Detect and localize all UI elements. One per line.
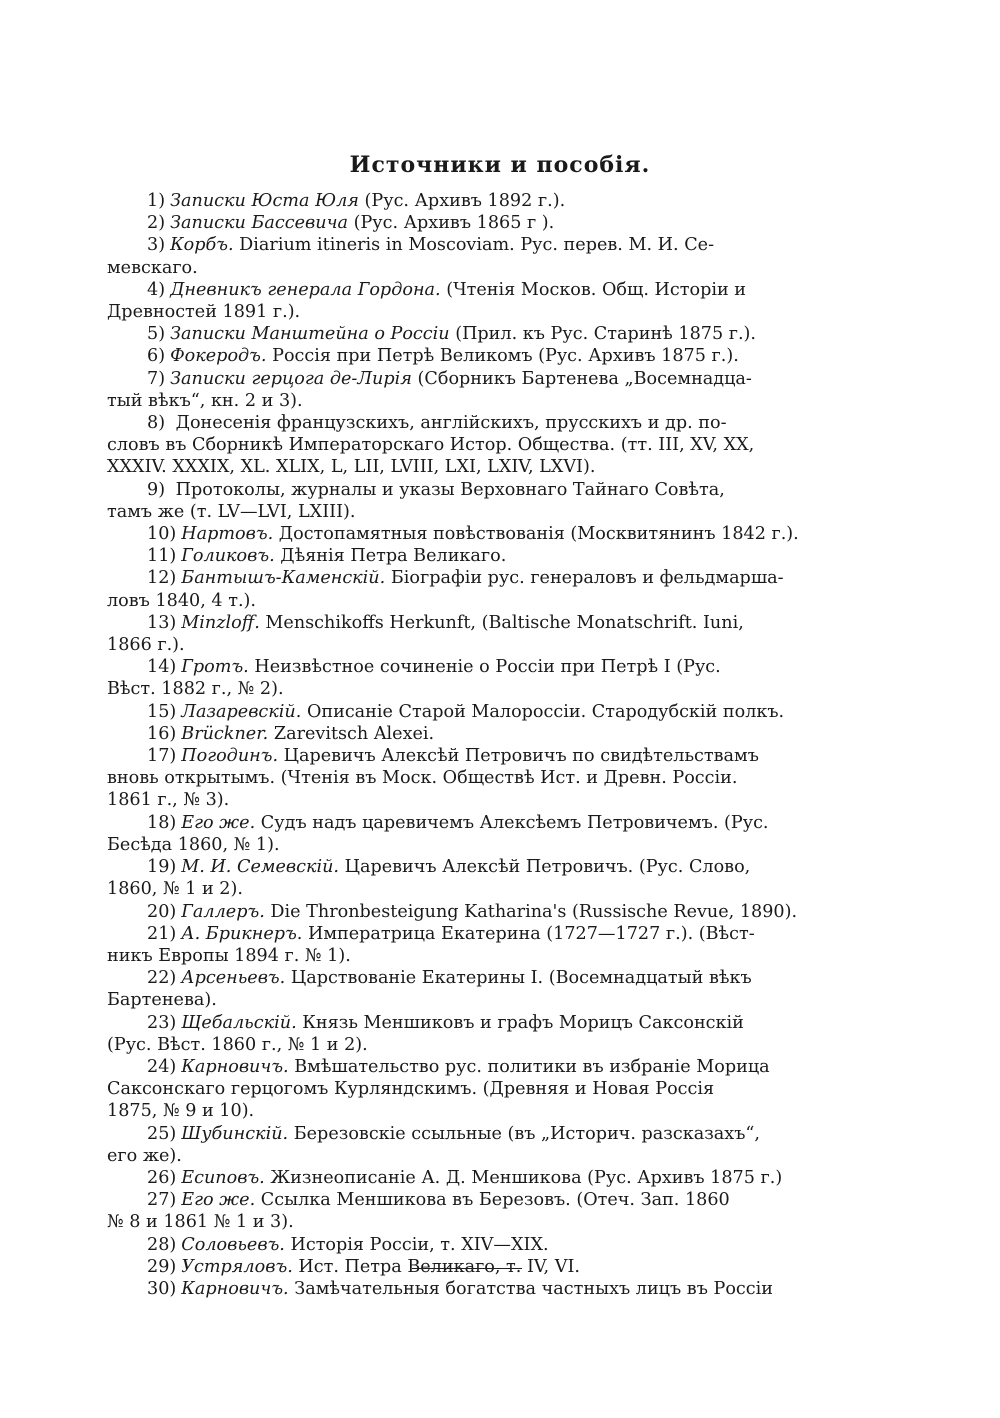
bibliography-entry [107,1056,847,1123]
entry-number: 26) [147,1167,177,1188]
entry-number: 8) [147,413,166,434]
bibliography-entry [107,345,847,367]
entry-author: М. И. Семевскій. [181,857,340,878]
entry-author: Корбъ. [170,235,234,256]
bibliography-entry [107,545,847,567]
entry-line [107,1278,847,1300]
bibliography-entry [107,234,847,278]
bibliography-entry [107,1278,847,1300]
bibliography-entry [107,1167,847,1189]
entry-line [107,1256,847,1278]
entry-author: Его же. [181,812,256,833]
bibliography-entry [107,279,847,323]
entry-number: 16) [147,723,177,744]
entry-text: Diarium itineris in Moscoviam. Рус. перев. М. И. Се- [233,235,715,256]
entry-number: 29) [147,1256,177,1277]
entry-text: (Рус. Архивъ 1892 г.). [358,191,566,211]
entry-line [107,523,847,545]
bibliography-entry [107,479,847,523]
entry-text: Древностей 1891 г.). [107,302,301,323]
entry-text: Березовскіе ссыльные (въ „Историч. разсказахъ“, [288,1123,760,1144]
entry-text: Царствованіе Екатерины I. (Восемнадцатый вѣкъ [285,968,752,989]
entry-text: словъ въ Сборникѣ Императорскаго Истор. Общества. (тт. III, XV, XX, [107,435,755,456]
entry-text: Бартенева). [107,990,217,1011]
entry-number: 7) [147,368,166,389]
entry-author: Записки герцога де-Лирія [170,368,412,389]
entry-text: 1861 г., № 3). [107,790,230,811]
entry-text: Судъ надъ царевичемъ Алексѣемъ Петровичемъ. (Рус. [255,812,769,833]
entry-author: Карновичъ. [181,1056,289,1077]
entry-number: 11) [147,546,177,567]
entry-line [107,1034,847,1056]
entry-text: Die Thronbesteigung Katharina's (Russische Revue, 1890). [264,901,798,922]
entry-number: 9) [147,479,166,500]
entry-line [107,567,847,589]
entry-line [107,257,847,279]
entry-line [107,789,847,811]
entry-line [107,234,847,256]
entry-line [107,967,847,989]
entry-text: Князь Меншиковъ и графъ Морицъ Саксонскій [296,1012,744,1033]
entry-line [107,767,847,789]
entry-author: Соловьевъ. [181,1234,285,1255]
entry-text: никъ Европы 1894 г. № 1). [107,945,351,966]
entry-line [107,612,847,634]
entry-text: Zarevitsch Alexei. [268,723,435,744]
entry-number: 3) [147,235,166,256]
entry-number: 13) [147,612,177,633]
entry-line [107,1167,847,1189]
bibliography-entry [107,701,847,723]
entry-text: (Рус. Архивъ 1865 г ). [348,213,555,234]
entry-text: Замѣчательныя богатства частныхъ лицъ въ Россіи [288,1278,773,1299]
entry-line [107,323,847,345]
entry-text: тамъ же (т. LV—LVI, LXIII). [107,501,356,522]
entry-line [107,1234,847,1256]
entry-line [107,412,847,434]
entry-text: (Сборникъ Бартенева „Восемнадца- [411,368,752,389]
entry-line [107,989,847,1011]
entry-text: Донесенія французскихъ, англійскихъ, прусскихъ и др. по- [170,413,727,434]
entry-text: ловъ 1840, 4 т.). [107,590,256,611]
entry-number: 27) [147,1190,177,1211]
bibliography-entry [107,1123,847,1167]
entry-text: (Чтенія Москов. Общ. Исторіи и [440,279,747,300]
entry-text: (Прил. къ Рус. Старинѣ 1875 г.). [449,324,757,345]
entry-line [107,545,847,567]
entry-line [107,1123,847,1145]
entry-number: 4) [147,279,166,300]
entry-line [107,656,847,678]
entry-line [107,1078,847,1100]
entry-line [107,678,847,700]
entry-line [107,945,847,967]
entry-text: Протоколы, журналы и указы Верховнаго Тайнаго Совѣта, [170,479,725,500]
entry-text: № 8 и 1861 № 1 и 3). [107,1212,294,1233]
entry-number: 1) [147,191,166,211]
entry-line [107,501,847,523]
bibliography-entry [107,812,847,856]
bibliography-entry [107,368,847,412]
entry-author: Дневникъ генерала Гордона. [170,279,441,300]
entry-author: Погодинъ. [181,746,279,767]
entry-text: вновь открытымъ. (Чтенія въ Моск. Обществѣ Ист. и Древн. Россіи. [107,768,738,789]
entry-author: Minzloff. [181,612,260,633]
entry-number: 10) [147,524,177,545]
entry-author: Гротъ. [181,657,249,678]
entry-number: 22) [147,968,177,989]
bibliography-entry [107,567,847,611]
entry-number: 2) [147,213,166,234]
entry-number: 17) [147,746,177,767]
entry-line [107,723,847,745]
bibliography-entry [107,1256,847,1278]
entry-text: XXXIV. XXXIX, XL. XLIX, L, LII, LVIII, LXI, LXIV, LXVI). [107,457,596,478]
entry-line [107,434,847,456]
entry-text: Menschikoffs Herkunft, (Baltische Monatschrift. Iuni, [259,612,744,633]
entry-line [107,190,847,212]
entry-line [107,479,847,501]
entry-line [107,878,847,900]
entry-author: Щебальскій. [181,1012,297,1033]
entry-number: 19) [147,857,177,878]
entry-author: Записки Манштейна о Россіи [170,324,450,345]
bibliography-entry [107,190,847,212]
entry-author: Нартовъ. [181,524,274,545]
entry-text: Біографіи рус. генераловъ и фельдмарша- [385,568,784,589]
bibliography-entry [107,723,847,745]
entry-number: 20) [147,901,177,922]
entry-author: Голиковъ. [181,546,275,567]
entry-line [107,279,847,301]
entry-text: 1860, № 1 и 2). [107,879,243,900]
entry-line [107,590,847,612]
entry-line [107,745,847,767]
bibliography-entry [107,523,847,545]
entry-line [107,1100,847,1122]
entry-line [107,634,847,656]
bibliography-entry [107,901,847,923]
entry-number: 28) [147,1234,177,1255]
bibliography-entry [107,412,847,479]
entry-author: Лазаревскій. [181,701,302,722]
entry-line [107,901,847,923]
entry-line [107,345,847,367]
entry-text: Вѣст. 1882 г., № 2). [107,679,284,700]
entry-author: А. Брикнеръ. [181,923,303,944]
bibliography-entry [107,1189,847,1233]
entry-text: Описаніе Старой Малороссіи. Стародубскій полкъ. [301,701,785,722]
entry-line [107,212,847,234]
entry-text: Ист. Петра Великаго, т. IV, VI. [292,1256,580,1277]
bibliography-entry [107,856,847,900]
closing-rule [412,1268,522,1269]
entry-text: Россія при Петрѣ Великомъ (Рус. Архивъ 1875 г.). [266,346,739,367]
entry-text: (Рус. Вѣст. 1860 г., № 1 и 2). [107,1034,368,1055]
entry-text: Достопамятныя повѣствованія (Москвитянинъ 1842 г.). [273,524,799,545]
entry-author: Устряловъ. [181,1256,293,1277]
entry-author: Есиповъ. [181,1167,265,1188]
bibliography-entry [107,612,847,656]
entry-number: 5) [147,324,166,345]
entry-line [107,812,847,834]
entry-number: 18) [147,812,177,833]
entry-text: его же). [107,1145,182,1166]
entry-text: Царевичъ Алексѣй Петровичъ по свидѣтельствамъ [278,746,759,767]
entry-text: 1866 г.). [107,635,185,656]
bibliography-entry [107,1234,847,1256]
entry-line [107,834,847,856]
entry-text: Дѣянія Петра Великаго. [274,546,507,567]
entry-author: Арсеньевъ. [181,968,286,989]
entry-text: Бесѣда 1860, № 1). [107,834,280,855]
entry-text: Императрица Екатерина (1727—1727 г.). (Вѣст- [302,923,755,944]
entry-line [107,923,847,945]
entry-number: 6) [147,346,166,367]
entry-author: Его же. [181,1190,256,1211]
entry-number: 25) [147,1123,177,1144]
entry-text: Неизвѣстное сочиненіе о Россіи при Петрѣ I (Рус. [248,657,721,678]
page-title: Источники и пособія. [349,152,651,178]
bibliography-entry [107,212,847,234]
entry-number: 21) [147,923,177,944]
entry-author: Записки Бассевича [170,213,349,234]
bibliography-entry [107,967,847,1011]
entry-line [107,1056,847,1078]
entry-text: Жизнеописаніе А. Д. Меншикова (Рус. Архивъ 1875 г.) [264,1167,783,1188]
entry-author: Шубинскій. [181,1123,289,1144]
bibliography-entry [107,656,847,700]
entry-number: 15) [147,701,177,722]
entry-author: Карновичъ. [181,1278,289,1299]
entry-line [107,368,847,390]
entry-line [107,856,847,878]
bibliography-entry [107,323,847,345]
entry-line [107,701,847,723]
bibliography-entry [107,745,847,812]
entry-line [107,456,847,478]
entry-line [107,1012,847,1034]
entry-author: Бантышъ-Каменскій. [181,568,386,589]
entry-text: мевскаго. [107,257,198,278]
entry-line [107,1189,847,1211]
entry-number: 23) [147,1012,177,1033]
entry-line [107,1145,847,1167]
entry-line [107,390,847,412]
entry-author: Галлеръ. [181,901,265,922]
entry-text: Исторія Россіи, т. XIV—XIX. [284,1234,549,1255]
entry-number: 24) [147,1056,177,1077]
entry-text: 1875, № 9 и 10). [107,1101,255,1122]
entry-text: тый вѣкъ“, кн. 2 и 3). [107,390,303,411]
entry-text: Царевичъ Алексѣй Петровичъ. (Рус. Слово, [339,857,751,878]
entries-list [107,190,847,1300]
entry-text: Саксонскаго герцогомъ Курляндскимъ. (Древняя и Новая Россія [107,1079,715,1100]
entry-author: Записки Юста Юля [170,191,359,211]
entry-number: 30) [147,1278,177,1299]
bibliography-entry [107,1012,847,1056]
entry-author: Фокеродъ. [170,346,267,367]
entry-text: Ссылка Меншикова въ Березовъ. (Отеч. Зап. 1860 [255,1190,730,1211]
entry-line [107,1211,847,1233]
entry-line [107,301,847,323]
entry-number: 12) [147,568,177,589]
bibliography-entry [107,923,847,967]
entry-number: 14) [147,657,177,678]
entry-author: Brückner. [181,723,269,744]
entry-text: Вмѣшательство рус. политики въ избраніе Морица [288,1056,770,1077]
